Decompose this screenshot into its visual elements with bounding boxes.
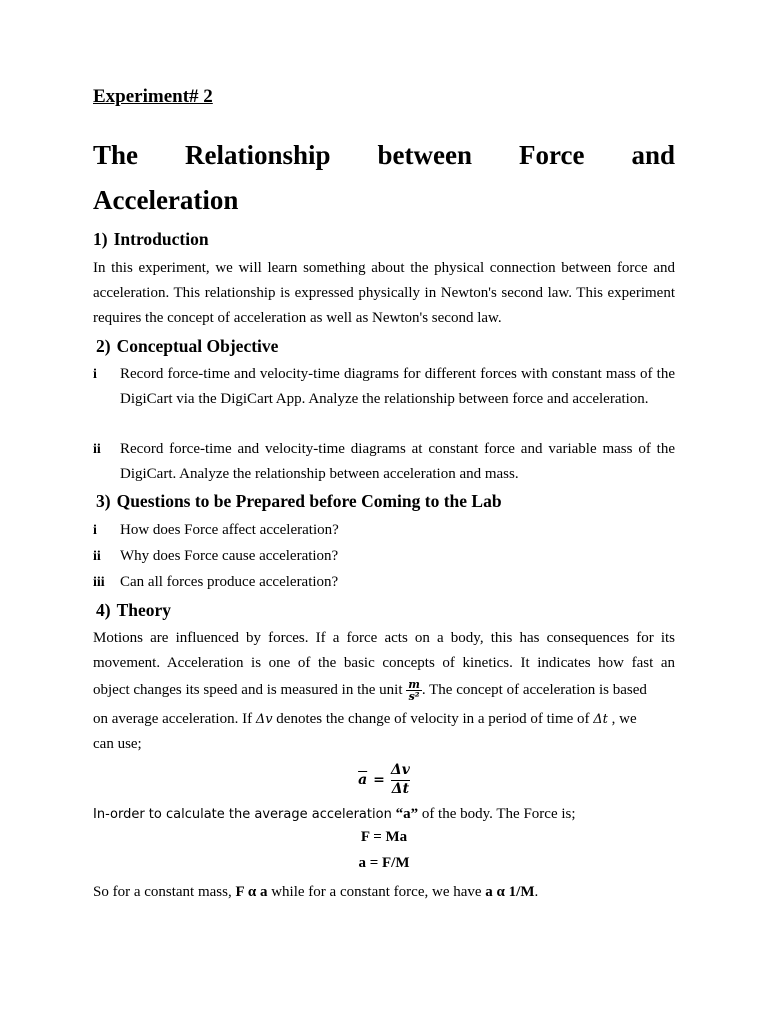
fraction-numerator: m [408, 678, 420, 692]
document-title [93, 133, 675, 223]
text-run: denotes the change of velocity in a period of time of [276, 711, 590, 727]
theory-paragraph-4: can use; [93, 736, 142, 752]
list-marker: iii [93, 575, 105, 590]
text-run: , we [611, 711, 637, 727]
text-run: . [534, 884, 539, 900]
fraction-numerator: Δv [390, 762, 410, 778]
text-run: object changes its speed and is measured in the unit [93, 682, 403, 698]
list-text: Why does Force cause acceleration? [120, 548, 339, 564]
section-number: 4) [96, 600, 111, 620]
section-title: Questions to be Prepared before Coming to the Lab [116, 491, 502, 511]
title-word: Force [519, 140, 585, 170]
unit-fraction [406, 679, 422, 702]
title-word: and [631, 140, 675, 170]
title-word: The [93, 140, 139, 170]
section-number: 2) [96, 336, 111, 356]
formula-equals: = [373, 772, 385, 788]
title-word: Relationship [185, 140, 331, 170]
math-symbol: Δv [255, 712, 273, 727]
theory-paragraph-5 [93, 802, 675, 827]
list-marker: i [93, 523, 97, 538]
list-item [93, 544, 675, 569]
list-marker: ii [93, 442, 101, 457]
equation-f-ma: F = Ma [360, 829, 408, 845]
section-number: 1) [93, 229, 108, 249]
text-run: of the body. The Force is; [421, 806, 576, 822]
text-run: In-order to calculate the average acceleration [93, 807, 392, 822]
fraction-denominator: Δt [391, 780, 410, 797]
section-title: Conceptual Objective [116, 336, 279, 356]
section-heading-questions [96, 491, 502, 512]
average-acceleration-formula [93, 762, 675, 798]
list-item [93, 437, 675, 487]
text-run: . The concept of acceleration is based [421, 682, 647, 698]
intro-paragraph: In this experiment, we will learn something about the physical connection between force and acceleration. This relationship is expressed physically in Newton's second law. This experiment requires the concept of acceleration as well as Newton's second law. [93, 260, 675, 326]
list-text: How does Force affect acceleration? [120, 522, 339, 538]
formula-lhs: $\overline{a}$ [358, 772, 368, 788]
list-marker: i [93, 367, 97, 382]
text-run: a α 1/M [485, 884, 535, 900]
formula-fraction [391, 762, 410, 798]
theory-paragraph-6 [93, 880, 675, 905]
experiment-label: Experiment# 2 [93, 86, 213, 107]
text-run: “a” [395, 806, 419, 822]
title-line-2: Acceleration [93, 185, 239, 215]
text-run: on average acceleration. If [93, 711, 253, 727]
section-heading-introduction [93, 229, 209, 250]
list-item [93, 518, 675, 543]
title-line-1 [93, 133, 675, 178]
list-text: Record force-time and velocity-time diagrams at constant force and variable mass of the DigiCart. Analyze the relationship between acceleration and mass. [120, 441, 675, 482]
list-item [93, 362, 675, 412]
text-run: So for a constant mass, [93, 884, 232, 900]
list-marker: ii [93, 549, 101, 564]
math-symbol: Δt [593, 712, 608, 727]
section-heading-objective [96, 336, 278, 357]
list-text: Record force-time and velocity-time diagrams for different forces with constant mass of the DigiCart via the DigiCart App. Analyze the relationship between force and acceleration. [120, 366, 675, 407]
section-number: 3) [96, 491, 111, 511]
section-heading-theory [96, 600, 171, 621]
list-item [93, 570, 675, 595]
theory-paragraph-2 [93, 678, 675, 703]
list-text: Can all forces produce acceleration? [120, 574, 339, 590]
title-word: between [377, 140, 473, 170]
text-run: F α a [235, 884, 268, 900]
fraction-denominator: s² [408, 690, 420, 704]
section-title: Introduction [113, 229, 209, 249]
theory-paragraph-1: Motions are influenced by forces. If a force acts on a body, this has consequences for its movement. Acceleration is one of the basic concepts of kinetics. It indicates how fast an [93, 630, 675, 671]
text-run: while for a constant force, we have [271, 884, 482, 900]
section-title: Theory [116, 600, 172, 620]
theory-paragraph-3 [93, 707, 675, 732]
equation-a-f-over-m: a = F/M [358, 855, 410, 871]
